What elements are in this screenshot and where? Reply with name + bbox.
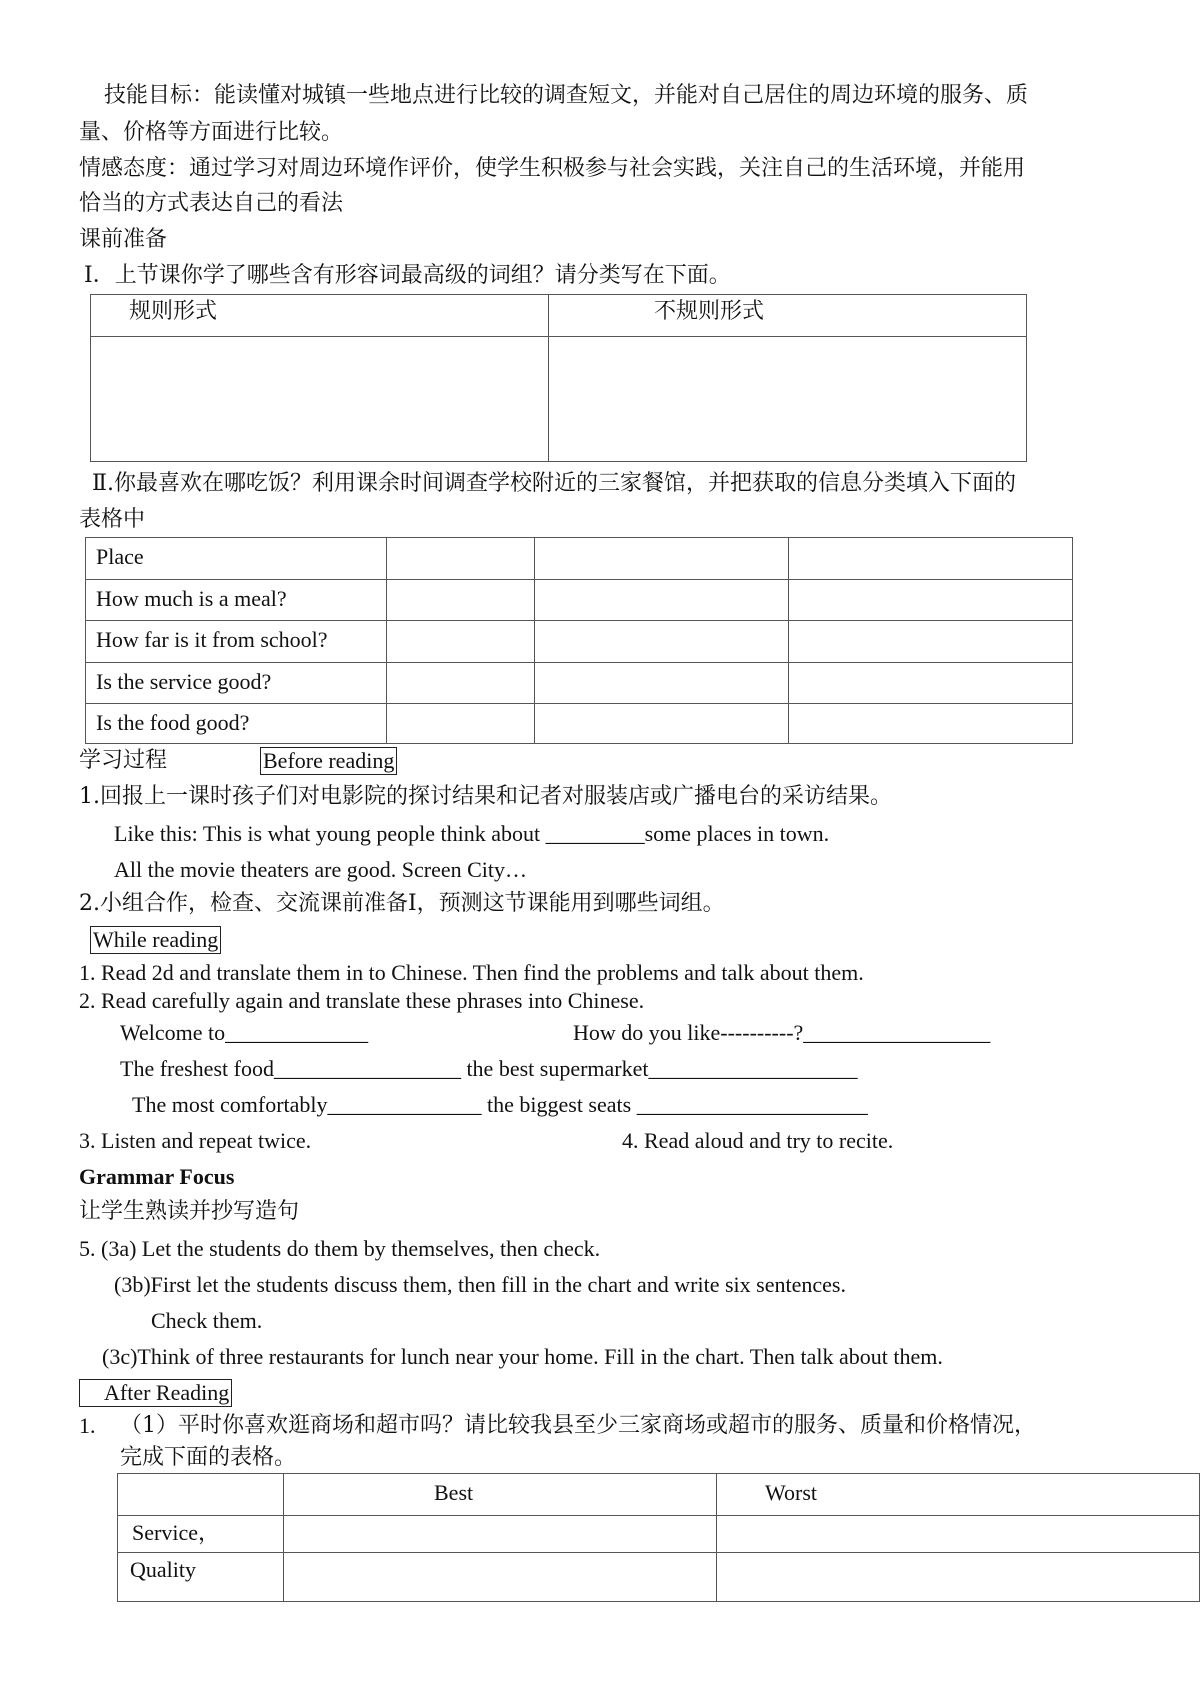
grammar-intro: 让学生熟读并抄写造句 [79, 1199, 300, 1224]
survey-cell[interactable] [535, 580, 789, 621]
grammar-focus-heading: Grammar Focus [79, 1164, 235, 1189]
survey-cell[interactable] [535, 621, 789, 663]
survey-row-label: Is the service good? [86, 663, 387, 704]
table3-cell[interactable] [284, 1553, 717, 1602]
process-heading: 学习过程 [79, 748, 168, 773]
table1-header-irregular: 不规则形式 [549, 295, 1027, 337]
grammar-item-3c: (3c)Think of three restaurants for lunch near your home. Fill in the chart. Then talk about them. [102, 1344, 943, 1369]
before-reading-example-1: Like this: This is what young people think about _________some places in town. [114, 821, 830, 846]
table1-cell-irregular[interactable] [549, 337, 1027, 462]
mall-comparison-table [117, 1473, 1200, 1602]
skill-goal-line-1: 技能目标：能读懂对城镇一些地点进行比较的调查短文，并能对自己居住的周边环境的服务、质 [104, 83, 1029, 108]
while-reading-item-2: 2. Read carefully again and translate these phrases into Chinese. [79, 988, 645, 1013]
survey-cell[interactable] [387, 704, 535, 744]
survey-cell[interactable] [789, 580, 1073, 621]
survey-cell[interactable] [789, 704, 1073, 744]
table3-cell[interactable] [284, 1516, 717, 1553]
survey-row-label: Place [86, 538, 387, 580]
grammar-item-3b: (3b)First let the students discuss them, then fill in the chart and write six sentences. [114, 1272, 846, 1297]
survey-row-label: Is the food good? [86, 704, 387, 744]
survey-cell[interactable] [535, 663, 789, 704]
skill-goal-line-2: 量、价格等方面进行比较。 [79, 120, 344, 145]
phrase-freshest-food: The freshest food_________________ the best supermarket___________________ [120, 1056, 858, 1081]
table3-row-label-service: Service， [118, 1516, 284, 1553]
superlative-table [90, 294, 1027, 462]
grammar-item-3b-cont: Check them. [151, 1308, 263, 1333]
after-reading-label: After Reading [79, 1379, 232, 1407]
survey-cell[interactable] [789, 538, 1073, 580]
after-reading-item-1-line-2: 完成下面的表格。 [120, 1445, 297, 1470]
while-reading-item-4: 4. Read aloud and try to recite. [622, 1128, 894, 1153]
before-reading-item-2: 2.小组合作，检查、交流课前准备Ⅰ，预测这节课能用到哪些词组。 [79, 891, 725, 916]
table3-corner-cell [118, 1474, 284, 1516]
survey-row-label: How far is it from school? [86, 621, 387, 663]
table3-header-best: Best [284, 1474, 717, 1516]
survey-cell[interactable] [387, 663, 535, 704]
survey-cell[interactable] [387, 580, 535, 621]
survey-cell[interactable] [535, 704, 789, 744]
before-reading-item-1: 1.回报上一课时孩子们对电影院的探讨结果和记者对服装店或广播电台的采访结果。 [79, 784, 892, 809]
prep-heading: 课前准备 [79, 227, 168, 252]
grammar-item-5: 5. (3a) Let the students do them by themselves, then check. [79, 1236, 601, 1261]
emotion-goal-line-1: 情感态度：通过学习对周边环境作评价，使学生积极参与社会实践，关注自己的生活环境，并能用 [79, 156, 1026, 181]
survey-cell[interactable] [789, 663, 1073, 704]
while-reading-label: While reading [90, 926, 221, 954]
emotion-goal-line-2: 恰当的方式表达自己的看法 [79, 191, 344, 216]
before-reading-example-2: All the movie theaters are good. Screen City… [114, 857, 527, 882]
table3-cell[interactable] [717, 1553, 1200, 1602]
survey-cell[interactable] [387, 621, 535, 663]
phrase-welcome: Welcome to_____________ [120, 1020, 369, 1045]
survey-cell[interactable] [387, 538, 535, 580]
survey-cell[interactable] [789, 621, 1073, 663]
phrase-most-comfortably: The most comfortably______________ the biggest seats _____________________ [132, 1092, 868, 1117]
table1-cell-regular[interactable] [91, 337, 549, 462]
restaurant-survey-table [85, 537, 1073, 744]
after-reading-item-number: 1. [79, 1413, 96, 1438]
table3-cell[interactable] [717, 1516, 1200, 1553]
table1-header-regular: 规则形式 [91, 295, 549, 337]
prep-question-1: Ⅰ．上节课你学了哪些含有形容词最高级的词组？请分类写在下面。 [84, 263, 731, 288]
while-reading-item-1: 1. Read 2d and translate them in to Chinese. Then find the problems and talk about them. [79, 960, 864, 985]
before-reading-label: Before reading [260, 747, 397, 775]
phrase-how-do-you-like: How do you like----------?_________________ [573, 1020, 991, 1045]
while-reading-item-3: 3. Listen and repeat twice. [79, 1128, 312, 1153]
table3-row-label-quality: Quality [118, 1553, 284, 1602]
table3-header-worst: Worst [717, 1474, 1200, 1516]
prep-question-2-line-2: 表格中 [79, 507, 146, 532]
survey-row-label: How much is a meal? [86, 580, 387, 621]
after-reading-item-1-line-1: （1）平时你喜欢逛商场和超市吗？请比较我县至少三家商场或超市的服务、质量和价格情况， [120, 1413, 1037, 1438]
survey-cell[interactable] [535, 538, 789, 580]
prep-question-2-line-1: Ⅱ.你最喜欢在哪吃饭？利用课余时间调查学校附近的三家餐馆，并把获取的信息分类填入下面的 [92, 471, 1016, 496]
